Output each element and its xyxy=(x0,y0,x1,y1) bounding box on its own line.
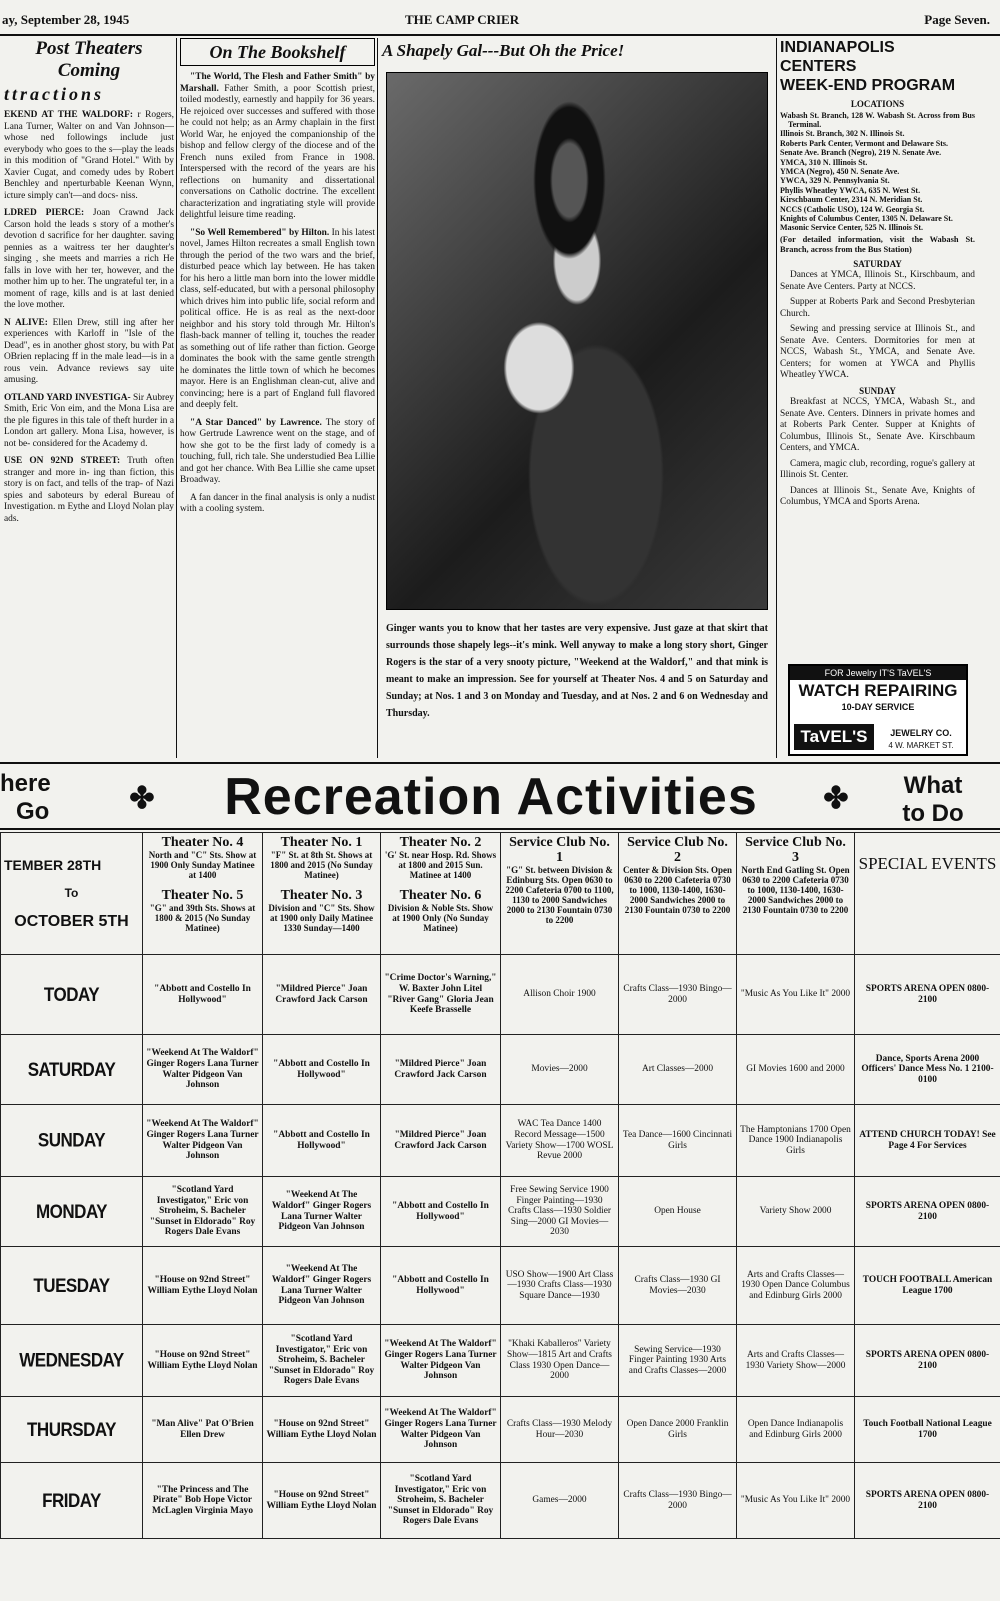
column-header-title: Service Club No. 3 xyxy=(745,835,846,865)
centers-subtitle: WEEK-END PROGRAM xyxy=(780,77,956,94)
schedule-cell: Open House xyxy=(619,1177,737,1247)
column-divider xyxy=(776,38,777,758)
schedule-cell: USO Show—1900 Art Class—1930 Crafts Class—1930 Square Dance—1930 xyxy=(501,1247,619,1325)
bookshelf-title: On The Bookshelf xyxy=(180,38,375,66)
location-item: YMCA (Negro), 450 N. Senate Ave. xyxy=(780,166,900,176)
schedule-cell: Dance, Sports Arena 2000 Officers' Dance Mess No. 1 2100-0100 xyxy=(855,1035,1000,1105)
column-header-details: Center & Division Sts. Open 0630 to 2200 Cafeteria 0730 to 1000, 1130-1400, 1630-2000 Sandwiches 2000 to 2130 Fountain 0730 to 2200 xyxy=(622,865,733,915)
book-review-head: "A Star Danced" by Lawrence. xyxy=(190,417,322,428)
schedule-cell: Variety Show 2000 xyxy=(737,1177,855,1247)
schedule-cell: Sewing Service—1930 Finger Painting 1930 Arts and Crafts Classes—2000 xyxy=(619,1325,737,1397)
masthead xyxy=(0,6,1000,32)
schedule-cell: "Weekend At The Waldorf" Ginger Rogers Lana Turner Walter Pidgeon Van Johnson xyxy=(381,1397,501,1463)
theater-review-head: EKEND AT THE WALDORF: xyxy=(4,110,133,120)
schedule-cell: "Abbott and Costello In Hollywood" xyxy=(381,1247,501,1325)
schedule-row-monday xyxy=(1,1177,1000,1247)
column-header-details: "G" St. between Division & Edinburg Sts. Open 0630 to 2200 Cafeteria 0700 to 1100, 1130 to 2000 Sandwiches 2000 to 2130 Fountain 0730 to 2200 xyxy=(505,865,614,925)
book-review xyxy=(180,228,375,412)
banner-title: Recreation Activities xyxy=(224,768,758,826)
post-theaters-column xyxy=(4,38,174,758)
post-theaters-title: Post Theaters xyxy=(35,38,143,59)
saturday-list xyxy=(780,270,975,382)
book-review-list xyxy=(180,72,375,516)
book-review-head: "The World, The Flesh and Father Smith" by Marshall. xyxy=(180,72,375,94)
schedule-row-tuesday xyxy=(1,1247,1000,1325)
banner-right-line1: What xyxy=(903,772,963,799)
recreation-schedule-table xyxy=(0,832,1000,1539)
masthead-rule xyxy=(0,34,1000,36)
schedule-cell: GI Movies 1600 and 2000 xyxy=(737,1035,855,1105)
banner-right xyxy=(870,772,996,828)
date-to: OCTOBER 5TH xyxy=(14,912,129,930)
column-header-title-2: Theater No. 3 xyxy=(280,888,363,903)
column-header-title: Theater No. 1 xyxy=(280,835,363,850)
location-item: Roberts Park Center, Vermont and Delaware Sts. xyxy=(780,138,948,148)
column-header-details-2: Division & Noble Sts. Show at 1900 Only (No Sunday Matinee) xyxy=(387,903,494,933)
schedule-cell: The Hamptonians 1700 Open Dance 1900 Indianapolis Girls xyxy=(737,1105,855,1177)
schedule-cell: "Weekend At The Waldorf" Ginger Rogers Lana Turner Walter Pidgeon Van Johnson xyxy=(381,1325,501,1397)
column-header-details: "F" St. at 8th St. Shows at 1800 and 2015 (No Sunday Matinee) xyxy=(270,850,373,880)
book-review-text: A fan dancer in the final analysis is only a nudist with a cooling system. xyxy=(180,492,375,514)
column-header-title: Theater No. 4 xyxy=(161,835,244,850)
theater-review-text: Ellen Drew, still ing after her experiences with Karloff in "Isle of the Dead", es in another ghost story, bu with Pat OBrien replacing ff in the male lead—is in a rous vein. Advance reviews say uite amusing. xyxy=(4,317,174,385)
day-label: SATURDAY xyxy=(1,1029,143,1110)
schedule-cell: "Crime Doctor's Warning," W. Baxter John Litel "River Gang" Gloria Jean Keefe Brasselle xyxy=(381,955,501,1035)
schedule-cell: Tea Dance—1600 Cincinnati Girls xyxy=(619,1105,737,1177)
date-to-word: To xyxy=(64,886,79,901)
schedule-cell: WAC Tea Dance 1400 Record Message—1500 Variety Show—1700 WOSL Revue 2000 xyxy=(501,1105,619,1177)
advert-brand: TaVEL'S xyxy=(794,724,874,750)
theater-review xyxy=(4,208,174,312)
location-item: Kirschbaum Center, 2314 N. Meridian St. xyxy=(780,195,923,205)
book-review-text: Father Smith, a poor Scottish priest, toiled modestly, earnestly and happily for 36 years. He rejoiced over successes and suffered with those he could not help; as an Army chaplain in the first World War, he enjoyed the companionship of the bishop and fellow clergy of the diocese and of the French nuns exiled from France in 1908. Interspersed with the record of the years are his reflections on humanity and dissertational conversations on Catholic doctrine. The excellent characterization and ingratiating style will provide delightful leisure time reading. xyxy=(180,83,375,220)
theater-review xyxy=(4,456,174,525)
issue-date: ay, September 28, 1945 xyxy=(2,12,130,27)
schedule-row-wednesday xyxy=(1,1325,1000,1397)
schedule-cell: "Weekend At The Waldorf" Ginger Rogers Lana Turner Walter Pidgeon Van Johnson xyxy=(263,1177,381,1247)
location-item: Senate Ave. Branch (Negro), 219 N. Senate Ave. xyxy=(780,148,942,158)
column-header-details-2: Division and "C" Sts. Show at 1900 only Daily Matinee 1330 Sunday—1400 xyxy=(268,903,375,933)
feature-caption: Ginger wants you to know that her tastes are very expensive. Just gaze at that skirt that surrounds those shapely legs--it's mink. Well anyway to make a long story short, Ginger Rogers is the star of a very snooty picture, "Weekend at the Waldorf," and that mink is meant to make an impression. See for yourself at Theater Nos. 4 and 5 on Saturday and Sunday; at Nos. 1 and 3 on Monday and Tuesday, and at Nos. 2 and 6 on Wednesday and Thursday. xyxy=(386,623,768,719)
schedule-cell: Crafts Class—1930 Bingo—2000 xyxy=(619,1463,737,1539)
column-header-6 xyxy=(737,833,855,955)
theater-review xyxy=(4,110,174,202)
column-header-details-2: "G" and 39th Sts. Shows at 1800 & 2015 (No Sunday Matinee) xyxy=(149,903,256,933)
theater-review-text: Sir Aubrey Smith, Eric Von eim, and the Mona Lisa are the ple figures in this tale of theft hurder in a London art gallery. Mona Lisa, however, is not be- considered for the Academy d. xyxy=(4,392,174,449)
schedule-cell: "Abbott and Costello In Hollywood" xyxy=(381,1177,501,1247)
day-label: FRIDAY xyxy=(1,1457,143,1544)
sunday-list xyxy=(780,397,975,509)
feature-headline: A Shapely Gal---But Oh the Price! xyxy=(382,41,625,60)
banner-left xyxy=(0,770,120,826)
day-label: THURSDAY xyxy=(1,1392,143,1468)
schedule-cell: "Abbott and Costello In Hollywood" xyxy=(263,1105,381,1177)
book-review xyxy=(180,72,375,222)
saturday-heading: SATURDAY xyxy=(853,258,902,269)
post-theaters-attractions: ttractions xyxy=(4,84,105,104)
date-from: TEMBER 28TH xyxy=(4,856,102,873)
schedule-cell: Free Sewing Service 1900 Finger Painting—1930 Crafts Class—1930 Soldier Sing—2000 GI Movies—2030 xyxy=(501,1177,619,1247)
centers-title: INDIANAPOLIS CENTERS xyxy=(780,39,895,75)
schedule-cell: "Man Alive" Pat O'Brien Ellen Drew xyxy=(143,1397,263,1463)
schedule-row-sunday xyxy=(1,1105,1000,1177)
location-item: Wabash St. Branch, 128 W. Wabash St. Across from Bus Terminal. xyxy=(780,110,975,129)
theater-review-head: OTLAND YARD INVESTIGA- xyxy=(4,392,131,403)
day-label: MONDAY xyxy=(1,1171,143,1252)
schedule-cell: Touch Football National League 1700 xyxy=(855,1397,1000,1463)
theater-review-text: r Rogers, Lana Turner, Walter on and Van Johnson—whose ned followings include just everybody who goes to the s—play the leads in this modition of "Grand Hotel." With by Xavier Cugat, and comedy udes by Robert Benchley and nperturbable Keenan Wynn, icture simply can't—and docs- niss. xyxy=(4,110,174,201)
column-header-7 xyxy=(855,833,1000,955)
advert-address: 4 W. MARKET ST. xyxy=(888,741,954,750)
advert-brand-sub: JEWELRY CO. xyxy=(890,728,952,738)
schedule-cell: Arts and Crafts Classes—1930 Open Dance Columbus and Edinburg Girls 2000 xyxy=(737,1247,855,1325)
location-item: Knights of Columbus Center, 1305 N. Delaware St. xyxy=(780,213,953,223)
advert-service: 10-DAY SERVICE xyxy=(841,702,915,712)
sunday-heading: SUNDAY xyxy=(859,385,896,396)
location-item: Illinois St. Branch, 302 N. Illinois St. xyxy=(780,129,905,139)
schedule-cell: "House on 92nd Street" William Eythe Lloyd Nolan xyxy=(143,1325,263,1397)
schedule-cell: TOUCH FOOTBALL American League 1700 xyxy=(855,1247,1000,1325)
schedule-row-saturday xyxy=(1,1035,1000,1105)
book-review-text: The story of how Gertrude Lawrence went on the stage, and of how she got to be the first lady of comedy is a touching, full, rich tale. She understudied Bea Lillie and got her chance. With Bea Lillie she came upset Broadway. xyxy=(180,417,375,485)
banner-rule-bottom xyxy=(0,828,1000,830)
saturday-item: Dances at YMCA, Illinois St., Kirschbaum, and Senate Ave Centers. Party at NCCS. xyxy=(780,270,975,292)
column-header-details: 'G' St. near Hosp. Rd. Shows at 1800 and 2015 Sun. Matinee at 1400 xyxy=(384,850,497,880)
schedule-cell: "Mildred Pierce" Joan Crawford Jack Carson xyxy=(381,1105,501,1177)
schedule-cell: Art Classes—2000 xyxy=(619,1035,737,1105)
theater-review-head: N ALIVE: xyxy=(4,317,48,328)
theater-review-head: USE ON 92ND STREET: xyxy=(4,456,121,466)
schedule-cell: "Abbott and Costello In Hollywood" xyxy=(263,1035,381,1105)
schedule-cell: SPORTS ARENA OPEN 0800-2100 xyxy=(855,1177,1000,1247)
day-label: SUNDAY xyxy=(1,1099,143,1182)
schedule-cell: "House on 92nd Street" William Eythe Lloyd Nolan xyxy=(263,1463,381,1539)
schedule-cell: "Abbott and Costello In Hollywood" xyxy=(143,955,263,1035)
day-label: TUESDAY xyxy=(1,1241,143,1331)
location-item: YWCA, 329 N. Pennsylvania St. xyxy=(780,176,890,186)
schedule-cell: "Khaki Kaballeros" Variety Show—1815 Art and Crafts Class 1930 Open Dance—2000 xyxy=(501,1325,619,1397)
schedule-cell: "Scotland Yard Investigator," Eric von Stroheim, S. Bacheler "Sunset in Eldorado" Roy Rogers Dale Evans xyxy=(381,1463,501,1539)
advert-headline: WATCH REPAIRING xyxy=(798,681,958,700)
book-review-head: "So Well Remembered" by Hilton. xyxy=(190,227,330,238)
column-header-5 xyxy=(619,833,737,955)
book-review xyxy=(180,493,375,516)
newspaper-name: THE CAMP CRIER xyxy=(405,12,520,27)
indianapolis-centers-column xyxy=(780,38,975,648)
schedule-cell: Crafts Class—1930 Melody Hour—2030 xyxy=(501,1397,619,1463)
schedule-cell: "Mildred Pierce" Joan Crawford Jack Carson xyxy=(381,1035,501,1105)
schedule-cell: "Weekend At The Waldorf" Ginger Rogers Lana Turner Walter Pidgeon Van Johnson xyxy=(143,1035,263,1105)
schedule-cell: "House on 92nd Street" William Eythe Lloyd Nolan xyxy=(263,1397,381,1463)
date-range-cell xyxy=(1,833,143,955)
schedule-cell: Games—2000 xyxy=(501,1463,619,1539)
schedule-row-thursday xyxy=(1,1397,1000,1463)
schedule-cell: "Music As You Like It" 2000 xyxy=(737,955,855,1035)
theater-review-text: Truth often stranger and more in- ing than fiction, this story is on fact, and tells of the trap- of Nazi spies and saboteurs by ederal Bureau of Investigation. m Eythe and Lloyd Nolan play ads. xyxy=(4,456,174,524)
column-divider xyxy=(176,38,177,758)
schedule-cell: "Scotland Yard Investigator," Eric von Stroheim, S. Bacheler "Sunset in Eldorado" Roy Rogers Dale Evans xyxy=(263,1325,381,1397)
schedule-header-row xyxy=(1,833,1000,955)
schedule-cell: Arts and Crafts Classes—1930 Variety Show—2000 xyxy=(737,1325,855,1397)
theater-review-text: Joan Crawnd Jack Carson hold the leads s story of a mother's devotion d sacrifice for her daughter. saving pennies as a waitress ter her daughter's singing , she meets and marries a rich He falls in love with her ter, however, and the mother him up to her. The ungrateful ter, in a moment of rage, kills and is at last denied the love mother. xyxy=(4,208,174,310)
book-review xyxy=(180,418,375,487)
schedule-cell: "Weekend At The Waldorf" Ginger Rogers Lana Turner Walter Pidgeon Van Johnson xyxy=(143,1105,263,1177)
schedule-cell: SPORTS ARENA OPEN 0800-2100 xyxy=(855,1463,1000,1539)
saturday-item: Supper at Roberts Park and Second Presbyterian Church. xyxy=(780,297,975,319)
schedule-cell: "Scotland Yard Investigator," Eric von Stroheim, S. Bacheler "Sunset in Eldorado" Roy Rogers Dale Evans xyxy=(143,1177,263,1247)
schedule-cell: SPORTS ARENA OPEN 0800-2100 xyxy=(855,1325,1000,1397)
advert-tagline: FOR Jewelry IT'S TaVEL'S xyxy=(790,666,966,680)
column-header-title: SPECIAL EVENTS xyxy=(858,854,997,873)
theater-review xyxy=(4,318,174,387)
column-header-title: Theater No. 2 xyxy=(399,835,482,850)
theater-review-head: LDRED PIERCE: xyxy=(4,208,85,218)
sunday-item: Camera, magic club, recording, rogue's gallery at Illinois St. Center. xyxy=(780,458,975,481)
ginger-rogers-photo xyxy=(386,72,768,610)
saturday-item: Sewing and pressing service at Illinois St., and Senate Ave. Centers. Dormitories for men at NCCS, Wabash St., YMCA, and Senate Ave. Centers; for women at YWCA and Phyllis Wheatley YWCA. xyxy=(780,324,975,381)
locations-heading: LOCATIONS xyxy=(850,99,905,109)
column-header-2 xyxy=(263,833,381,955)
book-review-text: In his latest novel, James Hilton recreates a small English town through the period of the two wars and the brief, disturbed peace which lay between. He has taken for his hero a little man born into the lower middle class, self-educated, but with a personal philosophy which drives him into public life, social reform and political office. He is as real as the next-door neighbor and his story told through Mr. Hilton's flash-back manner of telling it, touches the reader as something out of life rather than fiction. George dominates the book with the same gentle strength he dominates the little town of which he becomes mayor. Here is an Englishman clean-cut, alive and convincing; here is a part of England full flavored and deeply felt. xyxy=(180,227,375,410)
sunday-item: Dances at Illinois St., Senate Ave, Knights of Columbus, YMCA and Sports Arena. xyxy=(780,485,975,508)
schedule-row-today xyxy=(1,955,1000,1035)
tavels-advert xyxy=(788,664,968,756)
column-header-details: North End Gatling St. Open 0630 to 2200 Cafeteria 0730 to 1000, 1130-1400, 1630-2000 Sandwiches 2000 to 2130 Fountain 0730 to 2200 xyxy=(741,865,850,915)
schedule-cell: "Weekend At The Waldorf" Ginger Rogers Lana Turner Walter Pidgeon Van Johnson xyxy=(263,1247,381,1325)
schedule-cell: Crafts Class—1930 GI Movies—2030 xyxy=(619,1247,737,1325)
schedule-cell: Crafts Class—1930 Bingo—2000 xyxy=(619,955,737,1035)
schedule-cell: Allison Choir 1900 xyxy=(501,955,619,1035)
location-item: YMCA, 310 N. Illinois St. xyxy=(780,157,868,167)
column-header-4 xyxy=(501,833,619,955)
banner-left-line1: here xyxy=(0,770,51,797)
schedule-cell: Movies—2000 xyxy=(501,1035,619,1105)
post-theaters-subtitle: Coming xyxy=(57,60,121,81)
banner-ornament-icon: ✤ xyxy=(129,782,155,815)
column-header-title: Service Club No. 1 xyxy=(509,835,610,865)
schedule-row-friday xyxy=(1,1463,1000,1539)
locations-list xyxy=(780,111,975,233)
banner-left-line2: Go xyxy=(16,798,50,825)
schedule-cell: "Music As You Like It" 2000 xyxy=(737,1463,855,1539)
detail-note: (For detailed information, visit the Wabash St. Branch, across from the Bus Station) xyxy=(780,234,975,254)
location-item: Masonic Service Center, 525 N. Illinois St. xyxy=(780,223,924,233)
day-label: TODAY xyxy=(1,949,143,1041)
schedule-cell: "Mildred Pierce" Joan Crawford Jack Carson xyxy=(263,955,381,1035)
theater-review-list xyxy=(4,110,174,525)
theater-review xyxy=(4,393,174,451)
column-header-title-2: Theater No. 6 xyxy=(399,888,482,903)
day-label: WEDNESDAY xyxy=(1,1319,143,1402)
schedule-cell: ATTEND CHURCH TODAY! See Page 4 For Services xyxy=(855,1105,1000,1177)
column-header-title: Service Club No. 2 xyxy=(627,835,728,865)
bookshelf-column xyxy=(180,38,375,758)
location-item: NCCS (Catholic USO), 124 W. Georgia St. xyxy=(780,204,925,214)
location-item: Phyllis Wheatley YWCA, 635 N. West St. xyxy=(780,185,921,195)
column-header-1 xyxy=(143,833,263,955)
schedule-cell: "The Princess and The Pirate" Bob Hope Victor McLaglen Virginia Mayo xyxy=(143,1463,263,1539)
column-header-title-2: Theater No. 5 xyxy=(161,888,244,903)
schedule-cell: "House on 92nd Street" William Eythe Lloyd Nolan xyxy=(143,1247,263,1325)
schedule-cell: SPORTS ARENA OPEN 0800-2100 xyxy=(855,955,1000,1035)
page-number: Page Seven. xyxy=(924,12,990,27)
column-header-details: North and "C" Sts. Show at 1900 Only Sunday Matinee at 1400 xyxy=(148,850,257,880)
column-header-3 xyxy=(381,833,501,955)
sunday-item: Breakfast at NCCS, YMCA, Wabash St., and Senate Ave. Centers. Dinners in private homes and at Roberts Park Center. Supper at Knights of Columbus, Illinois St., Senate Ave. Kirschbaum Centers, and YMCA. xyxy=(780,397,975,454)
banner-right-line2: to Do xyxy=(902,800,964,827)
column-divider xyxy=(377,38,378,758)
banner-ornament-icon: ✤ xyxy=(823,782,849,815)
schedule-cell: Open Dance Indianapolis and Edinburg Girls 2000 xyxy=(737,1397,855,1463)
schedule-cell: Open Dance 2000 Franklin Girls xyxy=(619,1397,737,1463)
